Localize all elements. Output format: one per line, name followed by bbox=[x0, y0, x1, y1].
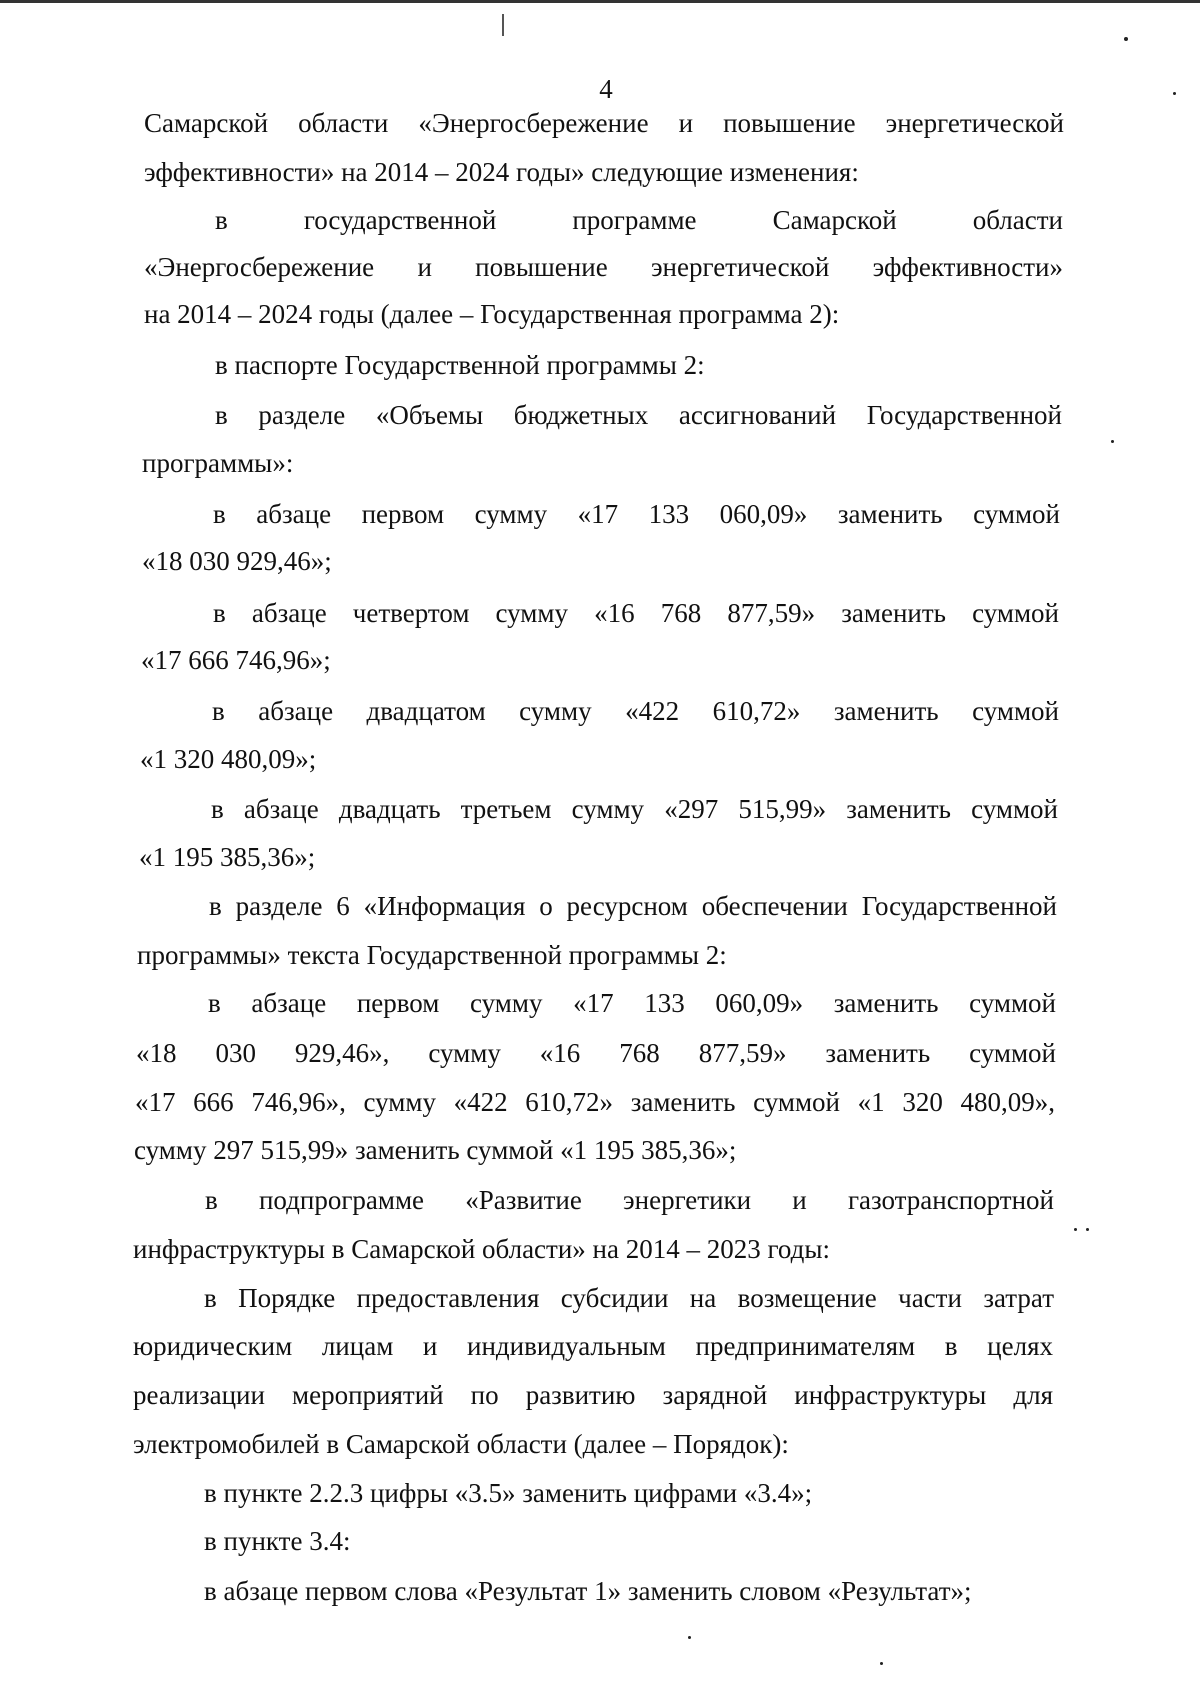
text-line: «18 030 929,46»; bbox=[142, 546, 332, 576]
text-line: на 2014 – 2024 годы (далее – Государственная программа 2): bbox=[144, 299, 840, 329]
scan-speck bbox=[1111, 440, 1114, 443]
text-line: программы» текста Государственной программы 2: bbox=[137, 940, 727, 970]
text-line: в паспорте Государственной программы 2: bbox=[215, 350, 705, 380]
text-line: в пункте 2.2.3 цифры «3.5» заменить цифрами «3.4»; bbox=[204, 1478, 813, 1508]
scan-speck bbox=[880, 1662, 883, 1665]
text-line: в государственной программе Самарской области bbox=[215, 205, 1063, 235]
scan-speck bbox=[1074, 1228, 1077, 1231]
text-line: программы»: bbox=[142, 448, 294, 478]
text-line: в Порядке предоставления субсидии на возмещение части затрат bbox=[204, 1283, 1054, 1313]
text-line: инфраструктуры в Самарской области» на 2014 – 2023 годы: bbox=[133, 1234, 830, 1264]
scan-speck bbox=[1124, 37, 1128, 41]
text-line: в абзаце двадцать третьем сумму «297 515,99» заменить суммой bbox=[211, 794, 1058, 824]
text-line: «1 320 480,09»; bbox=[140, 744, 317, 774]
text-line: электромобилей в Самарской области (далее – Порядок): bbox=[133, 1429, 789, 1459]
text-line: в подпрограмме «Развитие энергетики и газотранспортной bbox=[205, 1185, 1054, 1215]
text-line: в разделе «Объемы бюджетных ассигнований Государственной bbox=[215, 400, 1062, 430]
text-line: в абзаце первом слова «Результат 1» заменить словом «Результат»; bbox=[204, 1576, 972, 1606]
text-line: «18 030 929,46», сумму «16 768 877,59» заменить суммой bbox=[136, 1038, 1056, 1068]
text-line: «17 666 746,96», сумму «422 610,72» заменить суммой «1 320 480,09», bbox=[135, 1087, 1055, 1117]
page-number: 4 bbox=[599, 74, 613, 104]
text-line: «17 666 746,96»; bbox=[141, 645, 331, 675]
text-line: эффективности» на 2014 – 2024 годы» следующие изменения: bbox=[144, 157, 859, 187]
text-line: в абзаце первом сумму «17 133 060,09» заменить суммой bbox=[208, 988, 1056, 1018]
text-line: в абзаце двадцатом сумму «422 610,72» заменить суммой bbox=[212, 696, 1059, 726]
text-line: сумму 297 515,99» заменить суммой «1 195 385,36»; bbox=[134, 1135, 737, 1165]
text-line: «1 195 385,36»; bbox=[139, 842, 316, 872]
text-line: «Энергосбережение и повышение энергетической эффективности» bbox=[144, 252, 1063, 282]
scan-speck bbox=[688, 1636, 691, 1639]
text-line: реализации мероприятий по развитию зарядной инфраструктуры для bbox=[133, 1380, 1053, 1410]
text-line: юридическим лицам и индивидуальным предпринимателям в целях bbox=[133, 1331, 1053, 1361]
scan-top-edge bbox=[0, 0, 1200, 3]
text-line: в абзаце первом сумму «17 133 060,09» заменить суммой bbox=[213, 499, 1060, 529]
text-line: в разделе 6 «Информация о ресурсном обеспечении Государственной bbox=[209, 891, 1057, 921]
text-line: Самарской области «Энергосбережение и повышение энергетической bbox=[144, 108, 1064, 138]
text-line: в пункте 3.4: bbox=[204, 1526, 351, 1556]
scan-mark bbox=[502, 14, 504, 36]
text-line: в абзаце четвертом сумму «16 768 877,59» заменить суммой bbox=[213, 598, 1059, 628]
scan-speck bbox=[1173, 92, 1176, 95]
scan-speck bbox=[1086, 1228, 1089, 1231]
